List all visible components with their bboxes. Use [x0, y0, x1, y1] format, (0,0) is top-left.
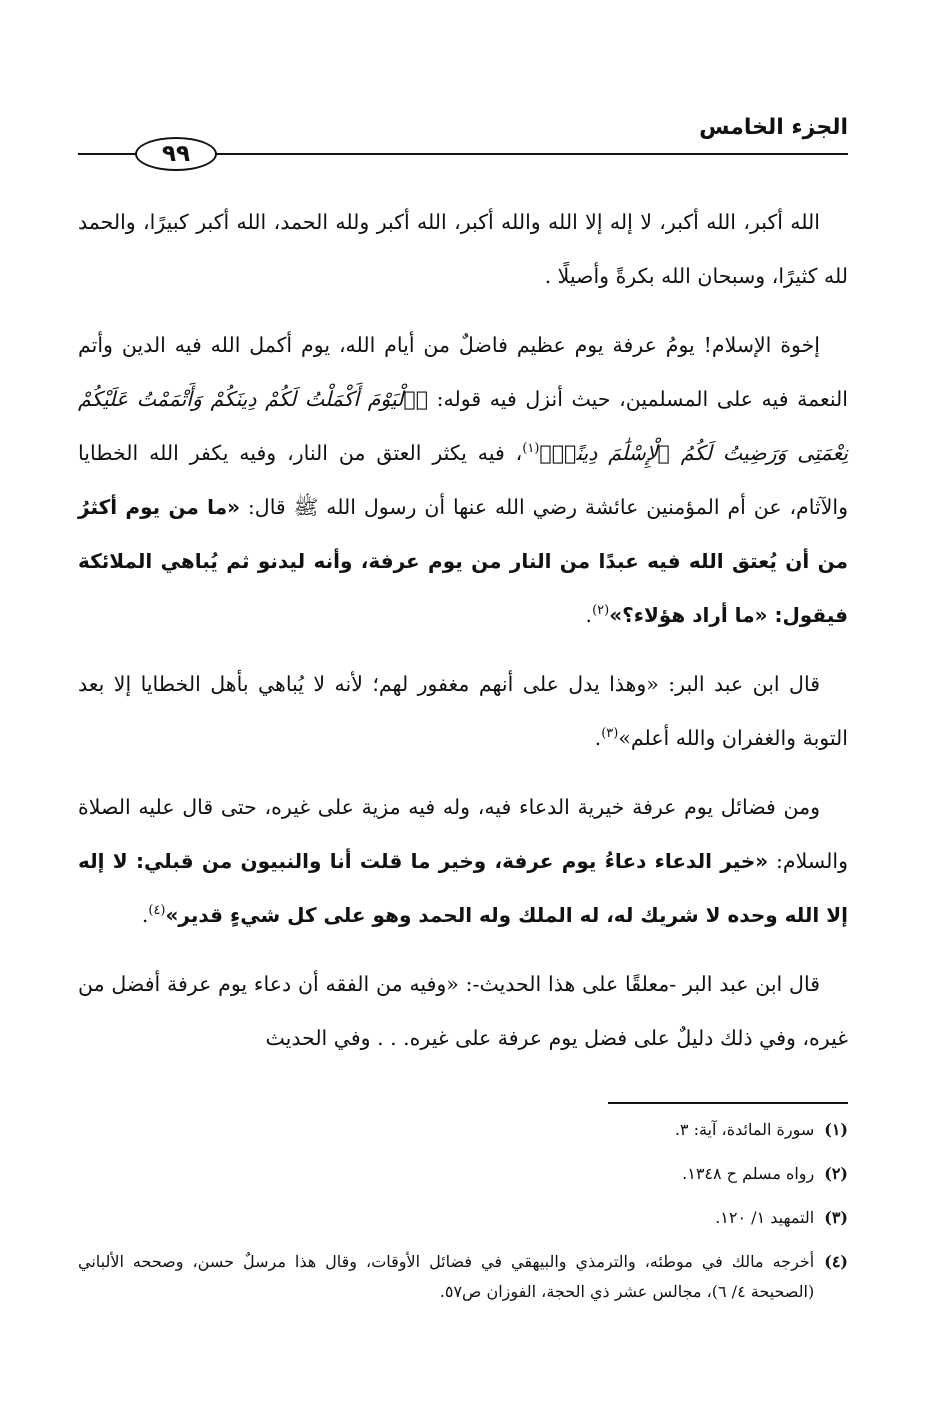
footnote-ref-2: (٢)	[592, 603, 610, 619]
footnote-number: (٣)	[824, 1208, 848, 1227]
footnote-text: أخرجه مالك في موطئه، والترمذي والبيهقي في فضائل الأوقات، وقال هذا مرسلٌ حسن، وصححه الألباني (الصحيحة ٤/ ٦)، مجالس عشر ذي الحجة، الفوزان ص٥٧.	[78, 1252, 815, 1301]
paragraph-end: .	[585, 603, 593, 627]
footnotes	[78, 1115, 848, 1321]
main-text	[78, 195, 848, 1080]
footnote-ref-3: (٣)	[601, 726, 619, 742]
footnote-ref-1: (١)	[522, 441, 540, 457]
paragraph-arafah-day	[78, 318, 848, 642]
paragraph-text: ، فيه يكثر العتق من النار، وفيه يكفر الله الخطايا والآثام، عن أم المؤمنين عائشة رضي الله عنها أن رسول الله ﷺ قال:	[78, 441, 848, 519]
paragraph-text: ومن فضائل يوم عرفة خيرية الدعاء فيه، وله فيه مزية على غيره، حتى قال عليه الصلاة والسلام:	[78, 795, 848, 873]
quran-verse: ﴿ٱلْيَوْمَ أَكْمَلْتُ لَكُمْ دِينَكُمْ وَأَتْمَمْتُ عَلَيْكُمْ نِعْمَتِى وَرَضِيتُ لَكُمُ ٱلْإِسْلَٰمَ دِينًاۚ﴾	[78, 387, 848, 465]
paragraph-commentary: قال ابن عبد البر -معلقًا على هذا الحديث-: «وفيه من الفقه أن دعاء يوم عرفة أفضل من غيره، وفي ذلك دليلٌ على فضل يوم عرفة على غيره. . . وفي الحديث	[78, 972, 848, 1050]
part-title: الجزء الخامس	[699, 115, 848, 140]
footnote-item	[78, 1203, 848, 1233]
footnote-text: سورة المائدة، آية: ٣.	[674, 1120, 815, 1139]
page-header	[0, 0, 948, 190]
paragraph-ibn-abd-albar	[78, 657, 848, 765]
page-number: ٩٩	[135, 137, 217, 171]
hadith-text: «ما من يوم أكثرُ من أن يُعتق الله فيه عبدًا من النار من يوم عرفة، وأنه ليدنو ثم يُباهي الملائكة فيقول: «ما أراد هؤلاء؟»	[78, 495, 848, 627]
paragraph-text: إخوة الإسلام! يومُ عرفة يوم عظيم فاضلٌ من أيام الله، يوم أكمل الله فيه الدين وأتم النعمة فيه على المسلمين، حيث أنزل فيه قوله:	[78, 333, 848, 411]
footnote-item	[78, 1115, 848, 1145]
paragraph-text: قال ابن عبد البر: «وهذا يدل على أنهم مغفور لهم؛ لأنه لا يُباهي بأهل الخطايا إلا بعد التوبة والغفران والله أعلم»	[78, 672, 848, 750]
footnote-separator	[608, 1102, 848, 1104]
paragraph-end: .	[594, 726, 602, 750]
footnote-text: التمهيد ١/ ١٢٠.	[715, 1208, 815, 1227]
footnote-number: (١)	[824, 1120, 848, 1139]
footnote-number: (٤)	[824, 1252, 848, 1271]
footnote-item	[78, 1247, 848, 1307]
hadith-text: «خير الدعاء دعاءُ يوم عرفة، وخير ما قلت أنا والنبيون من قبلي: لا إله إلا الله وحده لا شريك له، له الملك وله الحمد وهو على كل شيءٍ قدير»	[78, 849, 848, 927]
footnote-item	[78, 1159, 848, 1189]
paragraph-takbir: الله أكبر، الله أكبر، لا إله إلا الله والله أكبر، الله أكبر ولله الحمد، الله أكبر كبيرًا، والحمد لله كثيرًا، وسبحان الله بكرةً وأصيلًا .	[78, 210, 848, 288]
paragraph-end: .	[141, 903, 149, 927]
footnote-number: (٢)	[824, 1164, 848, 1183]
paragraph-dua	[78, 780, 848, 942]
footnote-ref-4: (٤)	[148, 903, 166, 919]
footnote-text: رواه مسلم ح ١٣٤٨.	[682, 1164, 815, 1183]
